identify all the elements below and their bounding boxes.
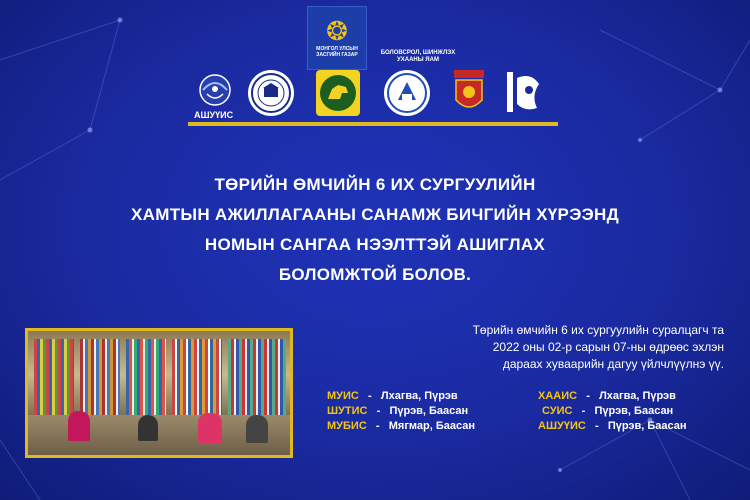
schedule-days: Мягмар, Баасан [388,420,476,432]
schedule-days: Лхагва, Пүрэв [599,390,676,402]
suis-shield-icon [453,70,485,116]
info-text [312,322,724,373]
government-emblem [307,6,367,70]
headline-line-3: НОМЫН САНГАА НЭЭЛТТЭЙ АШИГЛАХ [204,235,546,254]
schedule-days: Пүрэв, Баасан [607,420,687,432]
ashuuis-logo [192,70,238,110]
schedule-code: СУИС [542,405,573,417]
suis-logo [452,70,486,116]
schedule-days: Пүрэв, Баасан [594,405,674,417]
student-figure [198,413,222,443]
university-logo-strip [188,68,558,126]
schedule-code: АШУҮИС [538,420,586,432]
khaais-logo [316,70,360,116]
ashuuis-emblem-icon [195,72,235,108]
headline-line-2: ХАМТЫН АЖИЛЛАГААНЫ САНАМЖ БИЧГИЙН ХҮРЭЭНД [131,205,619,224]
headline [100,170,650,290]
headline-line-4: БОЛОМЖТОЙ БОЛОВ. [278,265,472,284]
student-figure [138,415,158,441]
info-line-3: дараах хуваарийн дагуу үйлчлүүлнэ үү. [502,357,724,371]
mubis-emblem-icon [507,70,543,116]
shutis-seal-icon [386,72,428,114]
khaais-horse-icon [318,73,358,113]
schedule-code: МУБИС [327,420,367,432]
info-line-1: Төрийн өмчийн 6 их сургуулийн суралцагч та [472,323,724,337]
soyombo-icon: ❂ [326,16,348,46]
schedule-row: ШУТИС - Пүрэв, Баасан [327,405,469,417]
muis-logo [248,70,294,116]
student-figure [68,411,90,441]
muis-seal-icon [250,72,292,114]
government-header [307,6,463,70]
ashuuis-label: АШУҮИС [194,110,234,120]
ministry-name: БОЛОВСРОЛ, ШИНЖЛЭХ УХААНЫ ЯАМ [380,50,456,63]
government-caption: МОНГОЛ УЛСЫН ЗАСГИЙН ГАЗАР [316,46,358,58]
gold-divider [188,122,558,126]
schedule-row: ХААИС - Лхагва, Пүрэв [538,390,676,402]
schedule-days: Пүрэв, Баасан [389,405,469,417]
mubis-logo [506,70,544,116]
library-photo [25,328,293,458]
schedule-row: МУБИС - Мягмар, Баасан [327,420,476,432]
shutis-logo [384,70,430,116]
schedule-row: АШУҮИС - Пүрэв, Баасан [538,420,687,432]
schedule-code: ХААИС [538,390,578,402]
schedule-code: МУИС [327,390,359,402]
schedule-days: Лхагва, Пүрэв [380,390,458,402]
info-line-2: 2022 оны 02-р сарын 07-ны өдрөөс эхлэн [492,340,724,354]
schedule-row: СУИС - Пүрэв, Баасан [542,405,674,417]
headline-line-1: ТӨРИЙН ӨМЧИЙН 6 ИХ СУРГУУЛИЙН [214,175,536,194]
schedule-code: ШУТИС [327,405,368,417]
student-figure [246,415,268,443]
schedule-row: МУИС - Лхагва, Пүрэв [327,390,458,402]
